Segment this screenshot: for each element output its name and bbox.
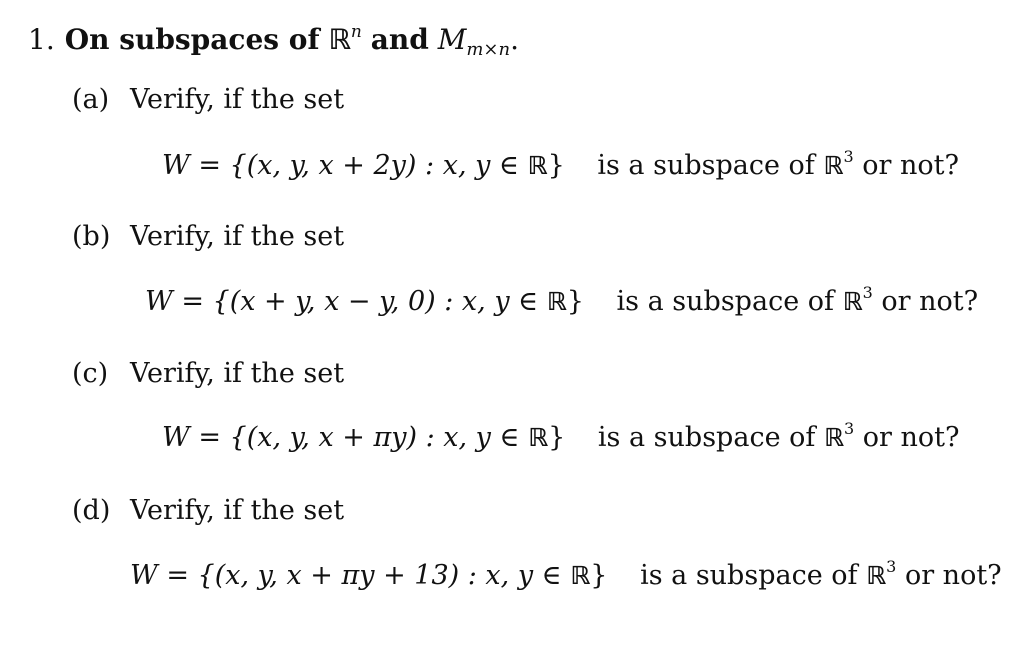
part-b-space-exponent: 3 [862,283,873,302]
part-b-question-prefix: is a subspace of [616,286,834,317]
part-c-text: Verify, if the set [130,358,345,389]
part-b-space-symbol: ℝ [842,287,863,316]
problem-number: 1. [28,23,55,56]
part-a-question [597,147,959,181]
part-b-question-suffix: or not? [881,286,979,317]
part-a-set-close: } [547,150,565,181]
part-a-question-suffix: or not? [862,150,959,181]
heading-end-punct: . [510,23,520,56]
part-c-question [597,419,960,453]
field-exponent: n [350,22,362,42]
part-b-text: Verify, if the set [130,221,345,252]
part-c-space-exponent: 3 [844,419,855,438]
part-a-question-prefix: is a subspace of [597,150,815,181]
part-b-set-close: } [566,286,584,317]
part-d-set: W = {(x, y, x + πy + 13) : x, y ∈ [130,560,571,591]
part-a-real-symbol: ℝ [527,151,548,180]
part-d-question [640,557,1002,591]
part-d-equation [130,556,1002,596]
part-c-set: W = {(x, y, x + πy) : x, y ∈ [162,422,529,453]
part-d-set-close: } [590,560,608,591]
part-c-equation [162,418,960,458]
part-b-prompt [72,217,972,257]
part-a-prompt [72,80,972,120]
part-a-text: Verify, if the set [130,84,345,115]
part-a-label: (a) [72,84,110,115]
matrix-subscript: m×n [466,39,511,60]
heading-connector: and [370,23,429,56]
problem-title: On subspaces of [64,23,320,56]
real-field-symbol: ℝ [328,23,351,56]
matrix-symbol: M [437,23,467,56]
part-d-space-symbol: ℝ [866,561,887,590]
part-b-question [616,283,979,317]
part-c-set-close: } [548,422,566,453]
part-b-label: (b) [72,221,111,252]
problem-heading [28,20,519,60]
part-d-question-prefix: is a subspace of [640,560,858,591]
part-b-equation [145,282,978,322]
part-b-set: W = {(x + y, x − y, 0) : x, y ∈ [145,286,547,317]
part-c-label: (c) [72,358,109,389]
part-c-prompt [72,354,972,394]
part-a-space-symbol: ℝ [823,151,844,180]
part-d-label: (d) [72,495,111,526]
part-a-equation [162,146,959,186]
part-d-space-exponent: 3 [886,557,897,576]
part-b-real-symbol: ℝ [546,287,567,316]
part-a-set: W = {(x, y, x + 2y) : x, y ∈ [162,150,528,181]
part-c-real-symbol: ℝ [528,423,549,452]
part-d-text: Verify, if the set [130,495,345,526]
part-d-prompt [72,491,972,531]
part-d-question-suffix: or not? [904,560,1002,591]
part-a-space-exponent: 3 [843,147,854,166]
part-c-question-suffix: or not? [862,422,960,453]
part-d-real-symbol: ℝ [570,561,591,590]
part-c-question-prefix: is a subspace of [597,422,816,453]
part-c-space-symbol: ℝ [823,423,845,452]
